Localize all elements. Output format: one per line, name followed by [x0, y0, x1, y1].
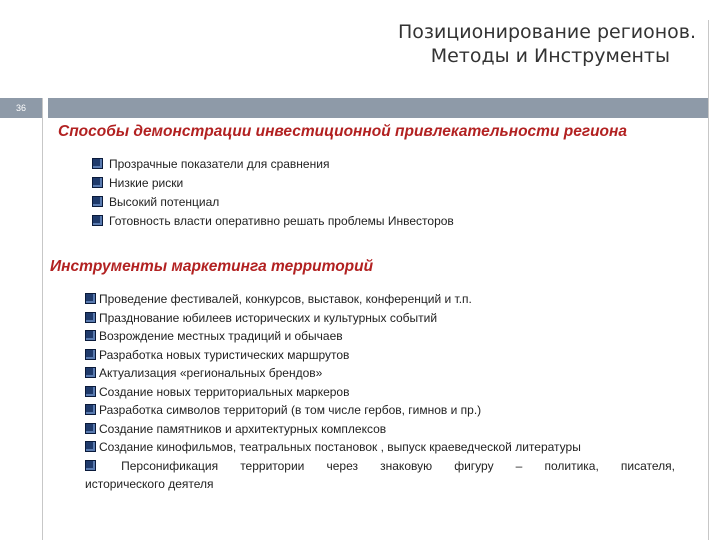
- square-bullet-icon: [85, 349, 96, 360]
- list-item: Празднование юбилеев исторических и культурных событий: [85, 309, 675, 328]
- left-strip: [0, 98, 43, 540]
- list-item: Персонификация территории через знаковую фигуру – политика, писателя,: [85, 457, 675, 476]
- square-bullet-icon: [92, 158, 103, 169]
- title-line-2: Методы и Инструменты: [430, 45, 670, 67]
- square-bullet-icon: [85, 367, 96, 378]
- slide-title: [276, 20, 696, 68]
- section-heading-investment: Способы демонстрации инвестиционной привлекательности региона: [58, 123, 628, 140]
- square-bullet-icon: [85, 312, 96, 323]
- square-bullet-icon: [85, 460, 96, 471]
- list-item: Низкие риски: [92, 174, 454, 193]
- square-bullet-icon: [85, 330, 96, 341]
- list-item: Возрождение местных традиций и обычаев: [85, 327, 675, 346]
- square-bullet-icon: [85, 386, 96, 397]
- list-item: Готовность власти оперативно решать проблемы Инвесторов: [92, 212, 454, 231]
- list-item: Разработка новых туристических маршрутов: [85, 346, 675, 365]
- list-item: Создание новых территориальных маркеров: [85, 383, 675, 402]
- marketing-list: [85, 290, 675, 494]
- square-bullet-icon: [85, 441, 96, 452]
- list-item: Актуализация «региональных брендов»: [85, 364, 675, 383]
- list-item: Разработка символов территорий (в том числе гербов, гимнов и пр.): [85, 401, 675, 420]
- list-item: Создание кинофильмов, театральных постановок , выпуск краеведческой литературы: [85, 438, 675, 457]
- section-heading-marketing: Инструменты маркетинга территорий: [50, 258, 374, 275]
- header-bar: [48, 98, 708, 118]
- list-item: Прозрачные показатели для сравнения: [92, 155, 454, 174]
- list-item-continuation: исторического деятеля: [85, 477, 214, 491]
- square-bullet-icon: [92, 215, 103, 226]
- title-line-1: Позиционирование регионов.: [397, 21, 696, 43]
- square-bullet-icon: [92, 177, 103, 188]
- investment-list: [92, 155, 454, 231]
- square-bullet-icon: [85, 423, 96, 434]
- square-bullet-icon: [85, 404, 96, 415]
- square-bullet-icon: [92, 196, 103, 207]
- list-item: Проведение фестивалей, конкурсов, выставок, конференций и т.п.: [85, 290, 675, 309]
- right-divider: [708, 20, 709, 540]
- list-item: Высокий потенциал: [92, 193, 454, 212]
- square-bullet-icon: [85, 293, 96, 304]
- slide-number: 36: [0, 98, 42, 118]
- list-item: Создание памятников и архитектурных комплексов: [85, 420, 675, 439]
